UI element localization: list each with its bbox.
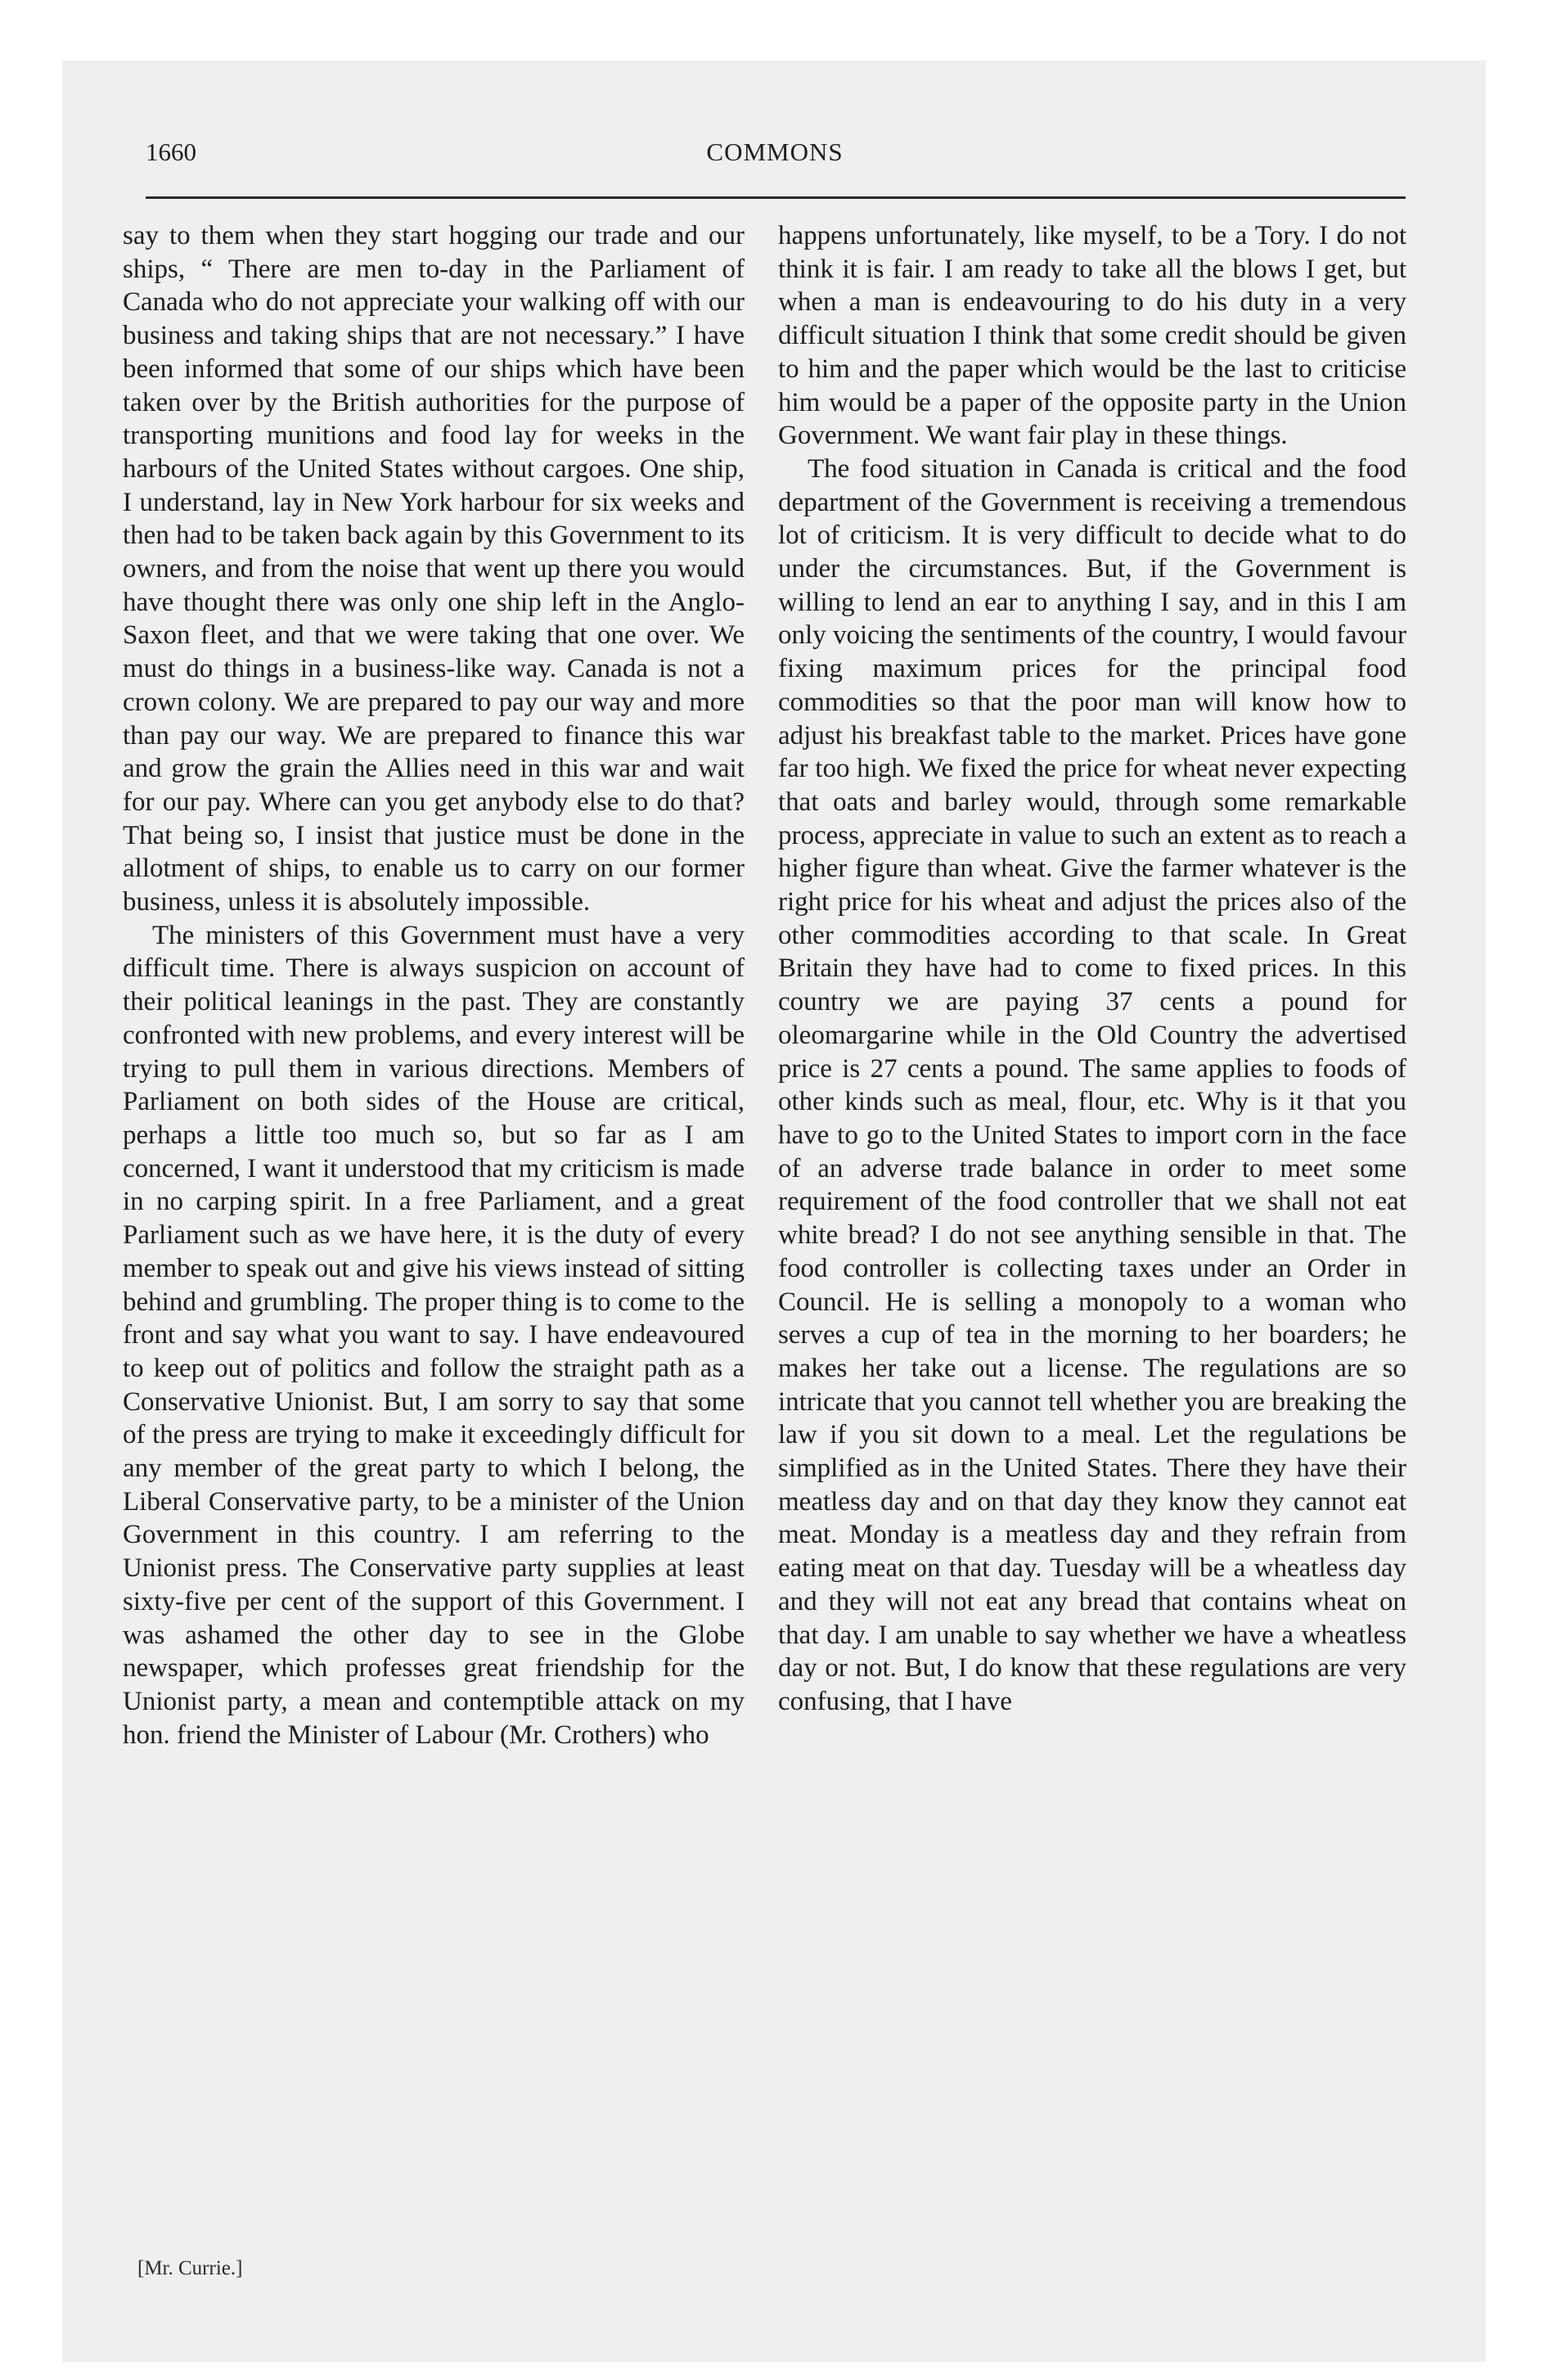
paragraph: say to them when they start hogging our trade and our ships, “ There are men to-day in the Parliament of Canada who do not appreciate your walking off with our business and taking ships that are not necessary.” I have been informed that some of our ships which have been taken over by the British authorities for the purpose of transporting munitions and food lay for weeks in the harbours of the United States without cargoes. One ship, I understand, lay in New York harbour for six weeks and then had to be taken back again by this Government to its owners, and from the noise that went up there you would have thought there was only one ship left in the Anglo-Saxon fleet, and that we were taking that one over. We must do things in a business-like way. Canada is not a crown colony. We are prepared to pay our way and more than pay our way. We are prepared to finance this war and grow the grain the Allies need in this war and wait for our pay. Where can you get anybody else to do that? That being so, I insist that justice must be done in the allotment of ships, to enable us to carry on our former business, unless it is absolutely impossible. (123, 221, 745, 917)
page-header (146, 137, 1404, 178)
paragraph: The food situation in Canada is critical and the food department of the Government is receiving a tremendous lot of criticism. It is very difficult to decide what to do under the circumstances. But, if the Government is willing to lend an ear to anything I say, and in this I am only voicing the sentiments of the country, I would favour fixing maximum prices for the principal food commodities so that the poor man will know how to adjust his breakfast table to the market. Prices have gone far too high. We fixed the price for wheat never expecting that oats and barley would, through some remarkable process, appreciate in value to such an extent as to reach a higher figure than wheat. Give the farmer whatever is the right price for his wheat and adjust the prices also of the other commodities according to that scale. In Great Britain they have had to come to fixed prices. In this country we are paying 37 cents a pound for oleomargarine while in the Old Country the advertised price is 27 cents a pound. The same applies to foods of other kinds such as meal, flour, etc. Why is it that you have to go to the United States to import corn in the face of an adverse trade balance in order to meet some requirement of the food controller that we shall not eat white bread? I do not see anything sensible in that. The food controller is collecting taxes under an Order in Council. He is selling a monopoly to a woman who serves a cup of tea in the morning to her boarders; he makes her take out a license. The regulations are so intricate that you cannot tell whether you are breaking the law if you sit down to a meal. Let the regulations be simplified as in the United States. There they have their meatless day and on that day they know they cannot eat meat. Monday is a meatless day and they refrain from eating meat on that day. Tuesday will be a wheatless day and they will not eat any bread that contains wheat on that day. I am unable to say whether we have a wheatless day or not. But, I do know that these regulations are very confusing, that I have (778, 453, 1406, 1716)
speaker-attribution: [Mr. Currie.] (137, 2257, 243, 2279)
right-column (778, 219, 1406, 1719)
paragraph: The ministers of this Government must have a very difficult time. There is always suspicion on account of their political leanings in the past. They are constantly confronted with new problems, and every interest will be trying to pull them in various directions. Members of Parliament on both sides of the House are critical, perhaps a little too much so, but so far as I am concerned, I want it understood that my criticism is made in no carping spirit. In a free Parliament, and a great Parliament such as we have here, it is the duty of every member to speak out and give his views instead of sitting behind and grumbling. The proper thing is to come to the front and say what you want to say. I have endeavoured to keep out of politics and follow the straight path as a Conservative Unionist. But, I am sorry to say that some of the press are trying to make it exceedingly difficult for any member of the great party to which I belong, the Liberal Conservative party, to be a minister of the Union Government in this country. I am referring to the Unionist press. The Conservative party supplies at least sixty-five per cent of the support of this Government. I was ashamed the other day to see in the Globe newspaper, which professes great friendship for the Unionist party, a mean and contemptible attack on my hon. friend the Minister of Labour (Mr. Crothers) who (123, 920, 745, 1750)
paragraph: happens unfortunately, like myself, to be a Tory. I do not think it is fair. I am ready to take all the blows I get, but when a man is endeavouring to do his duty in a very difficult situation I think that some credit should be given to him and the paper which would be the last to criticise him would be a paper of the opposite party in the Union Government. We want fair play in these things. (778, 221, 1406, 451)
page-number: 1660 (146, 137, 196, 166)
header-rule (146, 196, 1406, 199)
running-title: COMMONS (706, 137, 844, 166)
left-column (123, 219, 745, 1751)
